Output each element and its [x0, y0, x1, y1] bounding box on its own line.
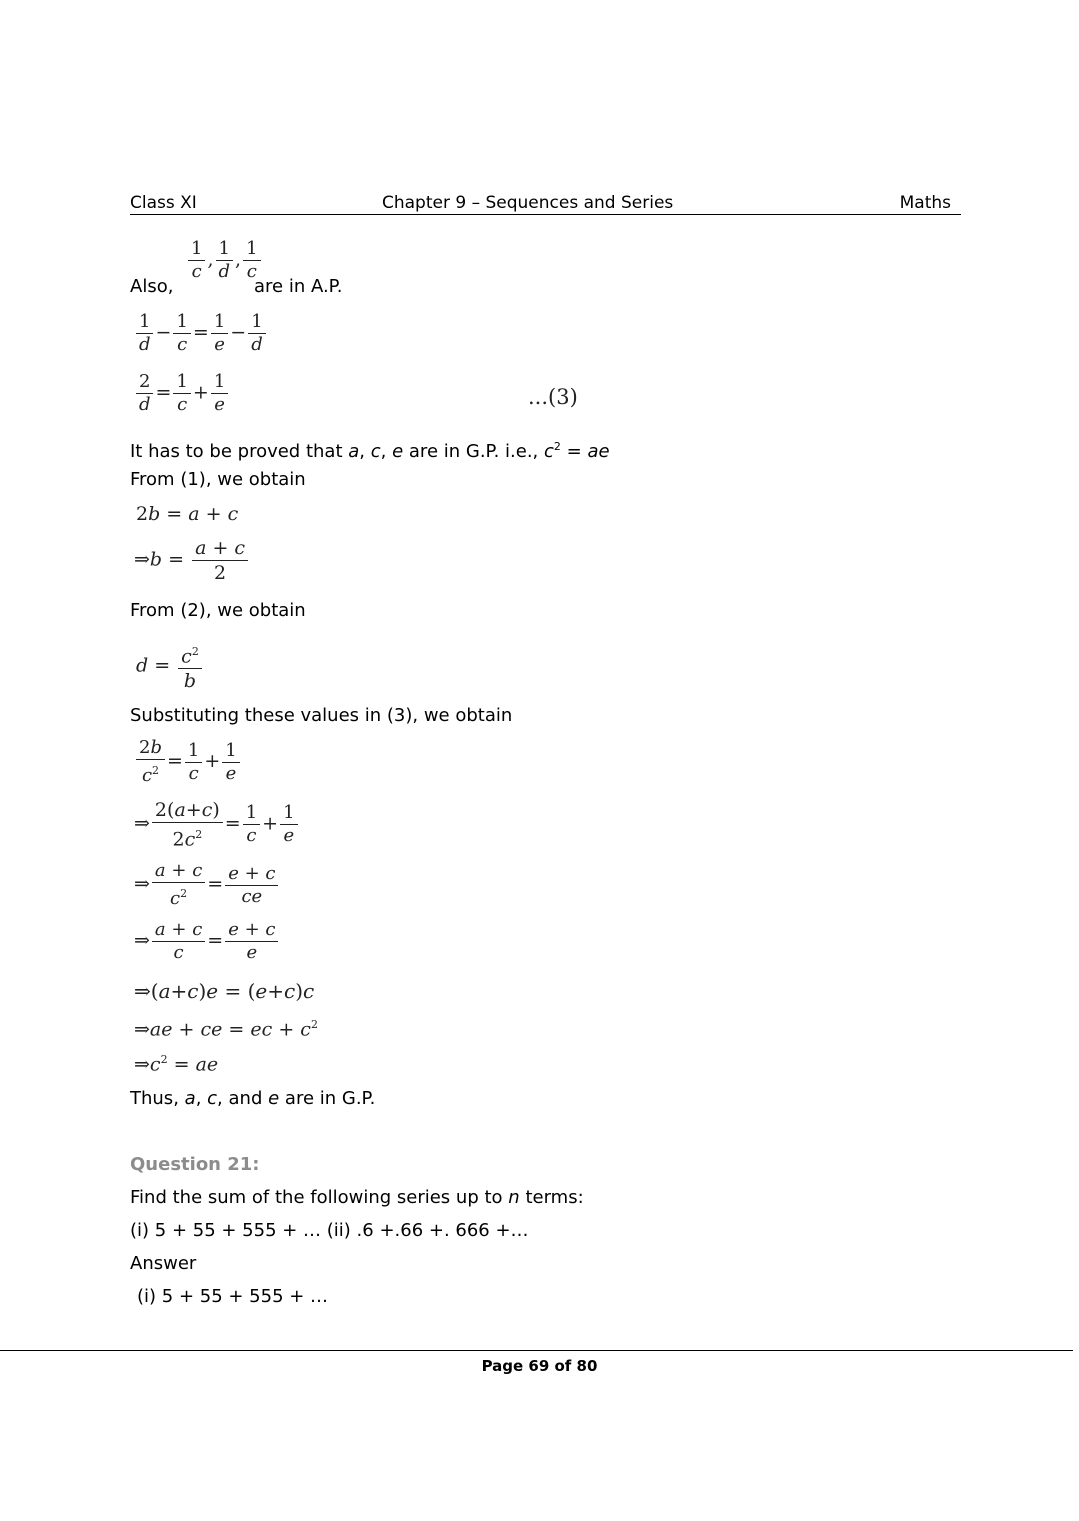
step-2: ⇒ $\frac{2(a+c)}{2c^2}$ = $\frac{1}{c}$ + $\frac{1}{e}$	[134, 798, 300, 851]
conclusion-line: Thus, a, c, and e are in G.P.	[130, 1088, 376, 1109]
substituting-line: Substituting these values in (3), we obtain	[130, 705, 513, 726]
equation-3: $\frac{2}{d}$ = $\frac{1}{c}$ + $\frac{1}{e}$	[134, 371, 230, 416]
step-1: $\frac{2b}{c^2}$ = $\frac{1}{c}$ + $\frac{1}{e}$	[134, 737, 242, 787]
question-series: (i) 5 + 55 + 555 + … (ii) .6 +.66 +. 666 +…	[130, 1220, 529, 1241]
page-number: Page 69 of 80	[481, 1357, 598, 1375]
header-chapter: Chapter 9 – Sequences and Series	[382, 193, 674, 213]
equation-3-tag: ...(3)	[528, 385, 578, 409]
header-subject: Maths	[899, 193, 951, 213]
step-5: ⇒(a+c)e = (e+c)c	[134, 979, 315, 1003]
footer-divider	[0, 1350, 1073, 1351]
step-7: $\Rightarrow c^2$ = ae	[134, 1053, 219, 1076]
equation-ap-diff: $\frac{1}{d}$ − $\frac{1}{c}$ = $\frac{1}{e}$ − $\frac{1}{d}$	[134, 311, 268, 356]
step-3: ⇒ $\frac{a + c}{c^2}$ = $\frac{e + c}{ce}$	[134, 860, 280, 910]
equation-2b: 2b = a + c	[136, 503, 239, 525]
step-6: ⇒ae + ce = ec + $c^2$	[134, 1018, 318, 1041]
equation-d: d = $\frac{c^2}{b}$	[136, 640, 204, 693]
answer-label: Answer	[130, 1253, 197, 1274]
ap-fractions: $\frac{1}{c}$ , $\frac{1}{d}$ , $\frac{1}{c}$	[186, 238, 263, 283]
header-class: Class XI	[130, 193, 197, 213]
page-header	[130, 192, 961, 215]
answer-part-i: (i) 5 + 55 + 555 + …	[137, 1286, 329, 1307]
from-1-line: From (1), we obtain	[130, 469, 306, 490]
ap-suffix: are in A.P.	[254, 276, 343, 297]
question-title: Question 21:	[130, 1154, 260, 1175]
equation-b: ⇒b = $\frac{a + c}{2}$	[134, 536, 250, 585]
prove-line: It has to be proved that a, c, e are in G.P. i.e., $c^2$ = ae	[130, 440, 610, 462]
from-2-line: From (2), we obtain	[130, 600, 306, 621]
also-line: Also,	[130, 276, 174, 297]
question-text: Find the sum of the following series up to n terms:	[130, 1187, 584, 1208]
step-4: ⇒ $\frac{a + c}{c}$ = $\frac{e + c}{e}$	[134, 919, 280, 964]
